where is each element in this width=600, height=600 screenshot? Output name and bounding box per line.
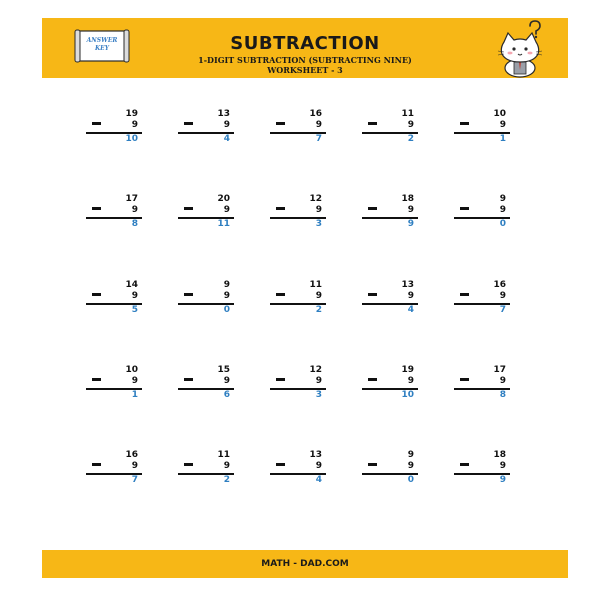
minus-sign-icon bbox=[276, 463, 285, 466]
minuend: 12 bbox=[309, 365, 322, 375]
subtrahend: 9 bbox=[407, 291, 414, 301]
minus-sign-icon bbox=[368, 122, 377, 125]
minuend: 9 bbox=[223, 280, 230, 290]
answer-value: 1 bbox=[499, 134, 506, 144]
minus-sign-icon bbox=[276, 122, 285, 125]
minus-sign-icon bbox=[184, 463, 193, 466]
minuend: 11 bbox=[401, 109, 414, 119]
subtraction-problem bbox=[82, 108, 142, 154]
minus-sign-icon bbox=[368, 293, 377, 296]
minuend: 11 bbox=[309, 280, 322, 290]
subtraction-problem bbox=[174, 449, 234, 495]
answer-value: 9 bbox=[407, 219, 414, 229]
answer-value: 4 bbox=[223, 134, 230, 144]
subtrahend: 9 bbox=[315, 291, 322, 301]
answer-value: 7 bbox=[315, 134, 322, 144]
minuend: 10 bbox=[125, 365, 138, 375]
minuend: 19 bbox=[401, 365, 414, 375]
subtraction-problem bbox=[450, 449, 510, 495]
subtrahend: 9 bbox=[407, 205, 414, 215]
subtraction-problem bbox=[266, 193, 326, 239]
minus-sign-icon bbox=[460, 122, 469, 125]
subtrahend: 9 bbox=[407, 376, 414, 386]
minuend: 16 bbox=[309, 109, 322, 119]
subtrahend: 9 bbox=[499, 205, 506, 215]
answer-value: 8 bbox=[499, 390, 506, 400]
subtraction-problem bbox=[450, 193, 510, 239]
footer-site-label: MATH - DAD.COM bbox=[261, 559, 349, 569]
minus-sign-icon bbox=[184, 122, 193, 125]
answer-value: 9 bbox=[499, 475, 506, 485]
answer-key-line-1: ANSWER bbox=[86, 37, 118, 44]
subtrahend: 9 bbox=[499, 291, 506, 301]
minuend: 17 bbox=[125, 194, 138, 204]
subtraction-problem bbox=[358, 193, 418, 239]
minuend: 9 bbox=[499, 194, 506, 204]
minuend: 19 bbox=[125, 109, 138, 119]
minuend: 12 bbox=[309, 194, 322, 204]
minus-sign-icon bbox=[368, 378, 377, 381]
answer-value: 7 bbox=[131, 475, 138, 485]
answer-value: 5 bbox=[131, 305, 138, 315]
minus-sign-icon bbox=[92, 378, 101, 381]
minus-sign-icon bbox=[276, 293, 285, 296]
answer-value: 2 bbox=[223, 475, 230, 485]
minuend: 17 bbox=[493, 365, 506, 375]
subtraction-problem bbox=[174, 279, 234, 325]
subtraction-problem bbox=[266, 449, 326, 495]
subtrahend: 9 bbox=[315, 461, 322, 471]
subtrahend: 9 bbox=[131, 205, 138, 215]
minus-sign-icon bbox=[460, 378, 469, 381]
minus-sign-icon bbox=[92, 122, 101, 125]
answer-key-line-2: KEY bbox=[94, 45, 110, 52]
subtraction-problem bbox=[450, 364, 510, 410]
subtraction-problem bbox=[266, 108, 326, 154]
minus-sign-icon bbox=[184, 207, 193, 210]
answer-value: 3 bbox=[315, 219, 322, 229]
subtraction-problem bbox=[450, 108, 510, 154]
subtraction-problem bbox=[266, 279, 326, 325]
subtrahend: 9 bbox=[315, 205, 322, 215]
minus-sign-icon bbox=[276, 378, 285, 381]
answer-value: 1 bbox=[131, 390, 138, 400]
minus-sign-icon bbox=[92, 293, 101, 296]
subtraction-problem bbox=[82, 364, 142, 410]
answer-value: 3 bbox=[315, 390, 322, 400]
subtrahend: 9 bbox=[223, 461, 230, 471]
subtraction-problem bbox=[82, 193, 142, 239]
minuend: 16 bbox=[493, 280, 506, 290]
minus-sign-icon bbox=[92, 207, 101, 210]
subtrahend: 9 bbox=[315, 376, 322, 386]
subtrahend: 9 bbox=[131, 120, 138, 130]
minuend: 15 bbox=[217, 365, 230, 375]
minuend: 13 bbox=[309, 450, 322, 460]
answer-value: 4 bbox=[315, 475, 322, 485]
subtrahend: 9 bbox=[407, 120, 414, 130]
subtraction-problem bbox=[358, 108, 418, 154]
page-subtitle: 1-DIGIT SUBTRACTION (SUBTRACTING NINE) bbox=[198, 55, 412, 65]
subtrahend: 9 bbox=[407, 461, 414, 471]
minus-sign-icon bbox=[276, 207, 285, 210]
subtrahend: 9 bbox=[223, 205, 230, 215]
answer-value: 0 bbox=[223, 305, 230, 315]
minus-sign-icon bbox=[368, 463, 377, 466]
minuend: 11 bbox=[217, 450, 230, 460]
minuend: 13 bbox=[217, 109, 230, 119]
cat-mascot-question-icon bbox=[490, 20, 560, 78]
subtraction-problem bbox=[174, 193, 234, 239]
subtrahend: 9 bbox=[131, 376, 138, 386]
subtrahend: 9 bbox=[223, 376, 230, 386]
minus-sign-icon bbox=[460, 293, 469, 296]
subtrahend: 9 bbox=[223, 291, 230, 301]
minus-sign-icon bbox=[184, 378, 193, 381]
minus-sign-icon bbox=[460, 207, 469, 210]
answer-value: 4 bbox=[407, 305, 414, 315]
answer-value: 6 bbox=[223, 390, 230, 400]
minuend: 18 bbox=[401, 194, 414, 204]
subtrahend: 9 bbox=[223, 120, 230, 130]
subtrahend: 9 bbox=[499, 461, 506, 471]
answer-value: 2 bbox=[315, 305, 322, 315]
answer-value: 10 bbox=[401, 390, 414, 400]
minuend: 13 bbox=[401, 280, 414, 290]
answer-value: 11 bbox=[217, 219, 230, 229]
minuend: 20 bbox=[217, 194, 230, 204]
subtrahend: 9 bbox=[499, 376, 506, 386]
page-title: SUBTRACTION bbox=[230, 33, 380, 54]
subtrahend: 9 bbox=[131, 461, 138, 471]
answer-value: 7 bbox=[499, 305, 506, 315]
subtraction-problem bbox=[450, 279, 510, 325]
subtraction-problem bbox=[266, 364, 326, 410]
minus-sign-icon bbox=[92, 463, 101, 466]
subtraction-problem bbox=[358, 449, 418, 495]
answer-value: 0 bbox=[499, 219, 506, 229]
minus-sign-icon bbox=[368, 207, 377, 210]
answer-value: 0 bbox=[407, 475, 414, 485]
subtrahend: 9 bbox=[315, 120, 322, 130]
answer-value: 2 bbox=[407, 134, 414, 144]
footer-banner bbox=[42, 550, 568, 578]
answer-value: 10 bbox=[125, 134, 138, 144]
minuend: 14 bbox=[125, 280, 138, 290]
subtrahend: 9 bbox=[499, 120, 506, 130]
subtraction-problem bbox=[358, 279, 418, 325]
header-banner bbox=[42, 18, 568, 78]
minuend: 10 bbox=[493, 109, 506, 119]
minuend: 18 bbox=[493, 450, 506, 460]
worksheet-number: WORKSHEET - 3 bbox=[267, 65, 343, 75]
subtraction-problem bbox=[174, 108, 234, 154]
subtraction-problem bbox=[174, 364, 234, 410]
subtrahend: 9 bbox=[131, 291, 138, 301]
minus-sign-icon bbox=[460, 463, 469, 466]
minuend: 9 bbox=[407, 450, 414, 460]
subtraction-problem bbox=[358, 364, 418, 410]
minuend: 16 bbox=[125, 450, 138, 460]
answer-value: 8 bbox=[131, 219, 138, 229]
subtraction-problem bbox=[82, 279, 142, 325]
minus-sign-icon bbox=[184, 293, 193, 296]
subtraction-problem bbox=[82, 449, 142, 495]
